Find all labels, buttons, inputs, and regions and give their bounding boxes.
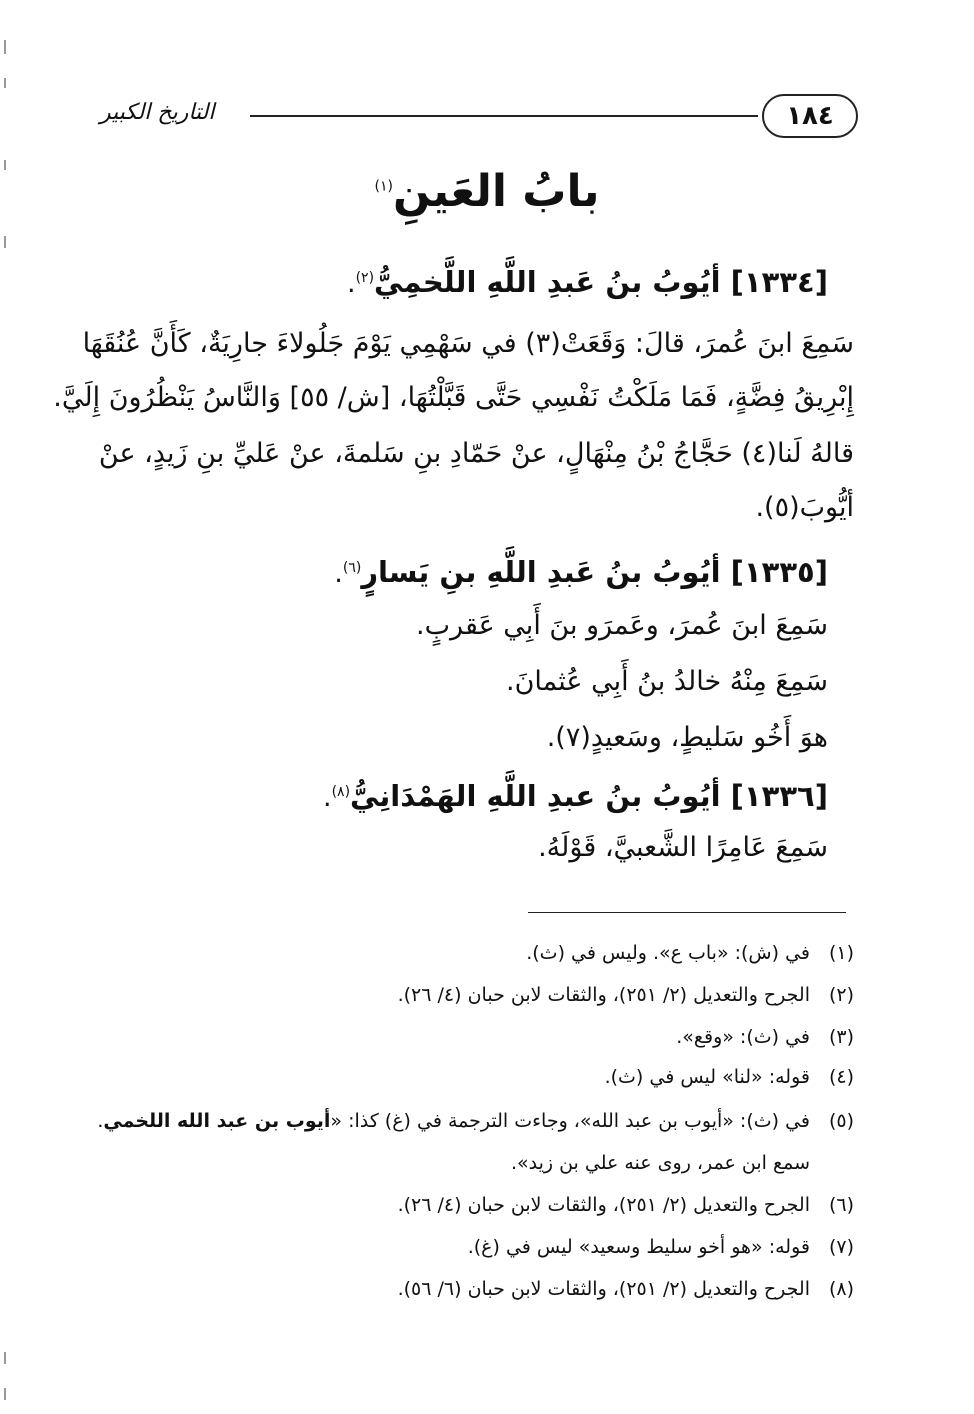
- entry-heading: [347, 256, 828, 306]
- footnote-text: الجرح والتعديل (٢/ ٢٥١)، والثقات لابن حبان (٤/ ٢٦).: [397, 1194, 810, 1216]
- entry-heading-text: [١٣٣٤] أيُوبُ بنُ عَبدِ اللَّهِ اللَّخمِيُّ: [374, 265, 828, 299]
- footnote-number: (٨): [828, 1278, 854, 1300]
- chapter-heading-text: بابُ العَينِ: [392, 166, 600, 217]
- body-line: قالهُ لَنا(٤) حَجَّاجُ بْنُ مِنْهَالٍ، عنْ حَمّادِ بنِ سَلمةَ، عنْ عَليِّ بنِ زَيدٍ، عنْ: [98, 438, 854, 469]
- footnote: [398, 1190, 854, 1220]
- footnote-mark: (١): [374, 178, 393, 195]
- entry-heading: [334, 546, 828, 596]
- footnote-number: (٤): [828, 1066, 854, 1088]
- footnote-text: في (ث): «وقع».: [676, 1026, 810, 1048]
- footnote-continuation: سمع ابن عمر، روى عنه علي بن زيد».: [510, 1152, 810, 1174]
- body-line: إِبْرِيقُ فِضَّةٍ، فَمَا مَلَكْتُ نَفْسِي حَتَّى قَبَّلْتُهَا، [ش/ ٥٥] وَالنَّاسُ يَنْظُرُونَ إِلَيَّ.: [53, 382, 854, 413]
- body-line: أيُّوبَ(٥).: [755, 492, 854, 523]
- entry-heading-text: [١٣٣٦] أيُوبُ بنُ عبدِ اللَّهِ الهَمْدَانِيُّ: [350, 779, 828, 813]
- header-rule: [250, 115, 758, 117]
- footnote-text-end: .: [97, 1110, 104, 1132]
- footnote-mark: (٨): [331, 784, 351, 800]
- entry-heading-text: [١٣٣٥] أيُوبُ بنُ عَبدِ اللَّهِ بنِ يَسارٍ: [361, 555, 828, 589]
- footnote-bold-text: أيوب بن عبد الله اللخمي: [103, 1110, 331, 1132]
- entry-heading-end: .: [346, 268, 356, 299]
- page-number: ١٨٤: [762, 94, 858, 138]
- body-line: سَمِعَ ابنَ عُمرَ، وعَمرَو بنَ أَبِي عَقربٍ.: [416, 610, 828, 641]
- body-line: سَمِعَ مِنْهُ خالدُ بنُ أَبِي عُثمانَ.: [505, 666, 828, 697]
- scan-mark: [4, 1388, 6, 1400]
- scan-mark: [4, 236, 6, 248]
- footnote-text: في (ش): «باب ع». وليس في (ث).: [526, 942, 810, 964]
- scan-mark: [4, 40, 6, 54]
- body-line: هوَ أَخُو سَليطٍ، وسَعيدٍ(٧).: [546, 722, 828, 753]
- footnote-number: (٣): [828, 1026, 854, 1048]
- footnote-mark: (٦): [342, 560, 362, 576]
- scan-mark: [4, 1352, 6, 1364]
- footnote-text: في (ث): «أيوب بن عبد الله»، وجاءت الترجمة في (غ) كذا: «: [330, 1110, 810, 1132]
- footnote-number: (٧): [828, 1236, 854, 1258]
- footnote: [97, 1106, 854, 1136]
- entry-heading-end: .: [334, 558, 343, 589]
- footnote-text: قوله: «لنا» ليس في (ث).: [604, 1066, 810, 1088]
- footnote-number: (٥): [828, 1110, 854, 1132]
- footnote-separator: [528, 912, 846, 913]
- footnote-mark: (٢): [355, 270, 375, 286]
- footnote-text: الجرح والتعديل (٢/ ٢٥١)، والثقات لابن حبان (٤/ ٢٦).: [397, 984, 810, 1006]
- footnote-text: قوله: «هو أخو سليط وسعيد» ليس في (غ).: [467, 1236, 810, 1258]
- footnote: [676, 1022, 854, 1052]
- entry-heading-end: .: [322, 782, 332, 813]
- footnote: [398, 980, 854, 1010]
- footnote-number: (١): [828, 942, 854, 964]
- footnote-number: (٢): [828, 984, 854, 1006]
- chapter-heading: [0, 166, 974, 217]
- running-title: التاريخ الكبير: [100, 100, 215, 125]
- scan-mark: [4, 78, 6, 88]
- footnote: [526, 938, 854, 968]
- footnote: [468, 1232, 854, 1262]
- entry-heading: [323, 770, 828, 820]
- footnote: [605, 1062, 854, 1092]
- footnote-number: (٦): [828, 1194, 854, 1216]
- body-line: سَمِعَ عَامِرًا الشَّعبيَّ، قَوْلَهُ.: [538, 832, 828, 863]
- running-header: [100, 94, 858, 140]
- footnote: [398, 1274, 854, 1304]
- body-line: سَمِعَ ابنَ عُمرَ، قالَ: وَقَعَتْ(٣) في سَهْمِي يَوْمَ جَلُولاءَ جارِيَةٌ، كَأَنَّ عُنُقَهَا: [82, 328, 854, 359]
- footnote-text: الجرح والتعديل (٢/ ٢٥١)، والثقات لابن حبان (٦/ ٥٦).: [397, 1278, 810, 1300]
